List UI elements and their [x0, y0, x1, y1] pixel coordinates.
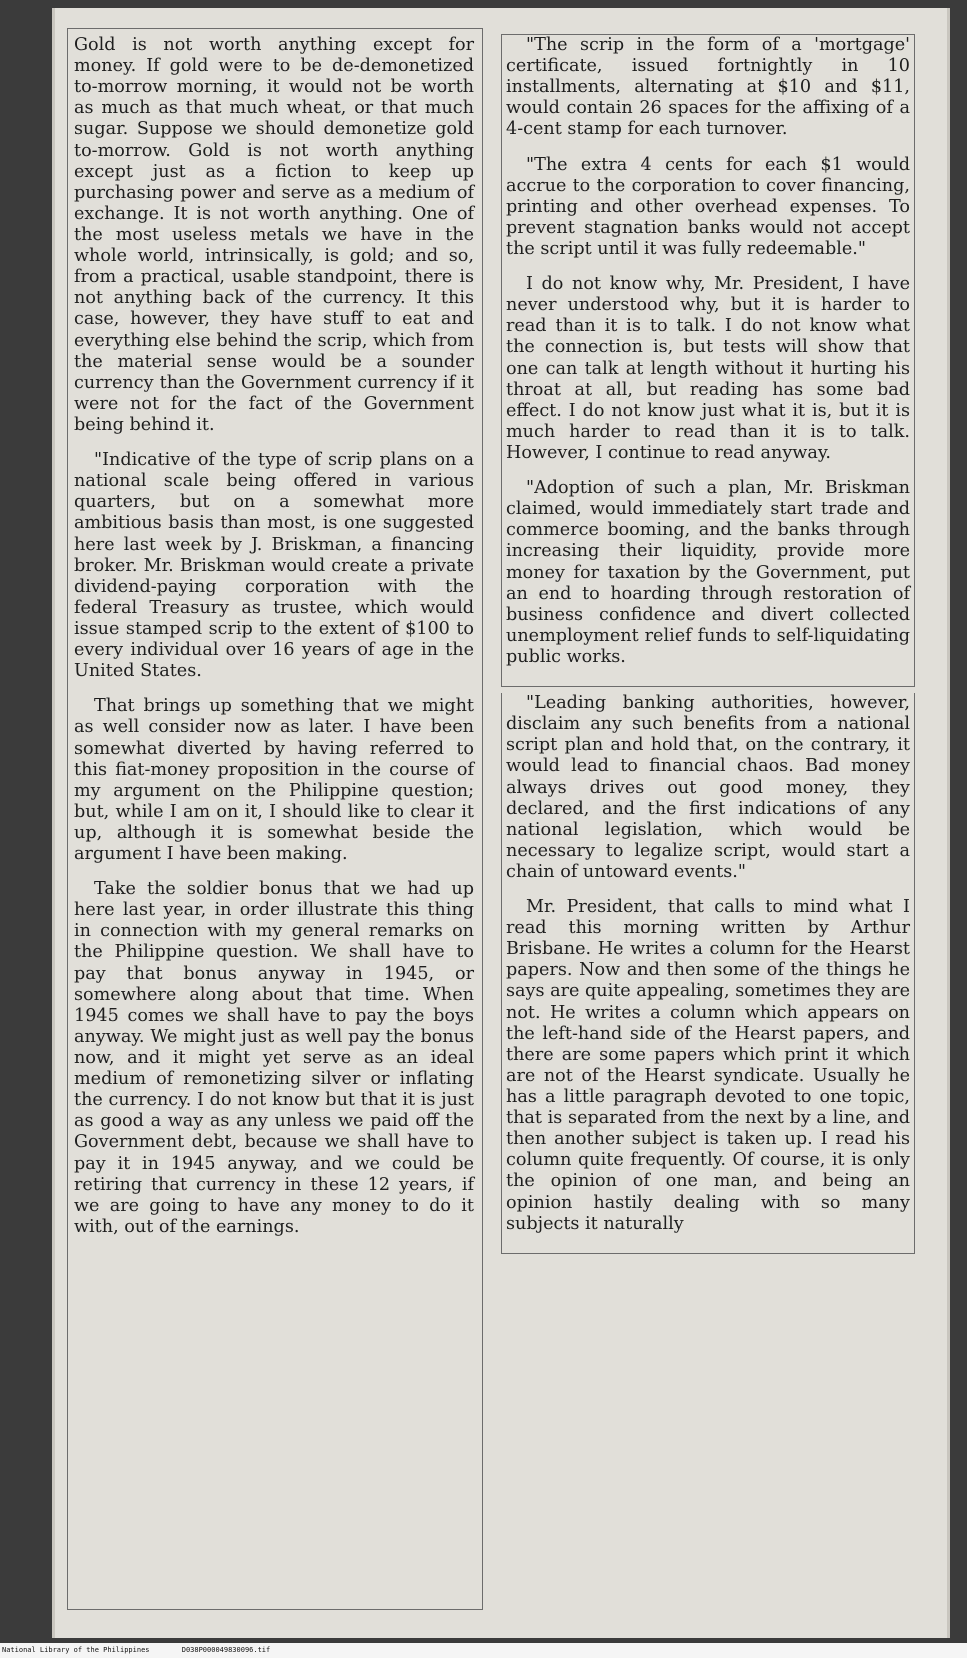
left-paragraph: Take the soldier bonus that we had up here last year, in order illustrate this thing in connection with my general remarks on the Philippine question. We shall have to pay that bonus anyway in 1945, or somewhere along about that time. When 1945 comes we shall have to pay the boys anyway. We might just as well pay the bonus now, and it might yet serve as an ideal medium of remonetizing silver or inflating the currency. I do not know but that it is just as good a way as any unless we paid off the Government debt, because we shall have to pay it in 1945 anyway, and we could be retiring that currency in these 12 years, if we are going to have any money to do it with, out of the earnings. — [74, 879, 474, 1237]
right-text-column — [491, 28, 921, 1610]
left-paragraph: Gold is not worth anything except for money. If gold were to be de-demonetized to-morrow morning, it would not be worth as much as that much wheat, or that much sugar. Suppose we should demonetize gold to-morrow. Gold is not worth anything except just as a fiction to keep up purchasing power and serve as a medium of exchange. It is not worth anything. One of the most useless metals we have in the whole world, intrinsically, is gold; and so, from a practical, usable standpoint, there is not anything back of the currency. It this case, however, they have stuff to eat and everything else behind the scrip, which from the material sense would be a sounder currency than the Government currency if it were not for the fact of the Government being behind it. — [74, 35, 474, 435]
right-paragraph: "Adoption of such a plan, Mr. Briskman claimed, would immediately start trade and commerce booming, and the banks through increasing their liquidity, provide more money for taxation by the Government, put an end to hoarding through restoration of business confidence and divert collected unemployment relief funds to self-liquidating public works. — [506, 478, 910, 667]
left-paragraph: That brings up something that we might as well consider now as later. I have been somewhat diverted by having referred to this fiat-money proposition in the course of my argument on the Philippine question; but, while I am on it, I should like to clear it up, although it is somewhat beside the argument I have been making. — [74, 696, 474, 865]
file-identifier: D038P000049830096.tif — [181, 1646, 271, 1654]
right-paragraph: I do not know why, Mr. President, I have never understood why, but it is harder to read than it is to talk. I do not know what the connection is, but tests will show that one can talk at length without it hurting his throat at all, but reading has some bad effect. I do not know just what it is, but it is much harder to read than it is to talk. However, I continue to read anyway. — [506, 274, 910, 463]
right-paragraph: "The extra 4 cents for each $1 would accrue to the corporation to cover financing, printing and other overhead expenses. To prevent stagnation banks would not accept the script until it was fully redeemable." — [506, 154, 910, 259]
library-name: National Library of the Philippines — [2, 1646, 150, 1654]
left-paragraph: "Indicative of the type of scrip plans on a national scale being offered in various quarters, but on a somewhat more ambitious basis than most, is one suggested here last week by J. Briskman, a financing broker. Mr. Briskman would create a private dividend-paying corporation with the federal Treasury as trustee, which would issue stamped scrip to the extent of $100 to every individual over 16 years of age in the United States. — [74, 450, 474, 682]
quoted-clipping-box — [501, 34, 915, 687]
right-paragraph: "The scrip in the form of a 'mortgage' certificate, issued fortnightly in 10 installments, alternating at $10 and $11, would contain 26 spaces for the affixing of a 4-cent stamp for each turnover. — [506, 35, 910, 140]
left-text-column — [67, 28, 483, 1610]
right-paragraph: "Leading banking authorities, however, disclaim any such benefits from a national script plan and hold that, on the contrary, it would lead to financial chaos. Bad money always drives out good money, they declared, and the first indications of any national legislation, which would be necessary to legalize script, would start a chain of untoward events." — [506, 693, 910, 882]
right-paragraph: Mr. President, that calls to mind what I read this morning written by Arthur Brisbane. He writes a column for the Hearst papers. Now and then some of the things he says are quite appealing, sometimes they are not. He writes a column which appears on the left-hand side of the Hearst papers, and there are some papers which print it which are not of the Hearst syndicate. Usually he has a little paragraph devoted to one topic, that is separated from the next by a line, and then another subject is taken up. I read his column quite frequently. Of course, it is only the opinion of one man, and being an opinion hastily dealing with so many subjects it naturally — [506, 897, 911, 1234]
scan-footer — [0, 1643, 967, 1658]
second-clipping-box — [501, 693, 915, 1254]
